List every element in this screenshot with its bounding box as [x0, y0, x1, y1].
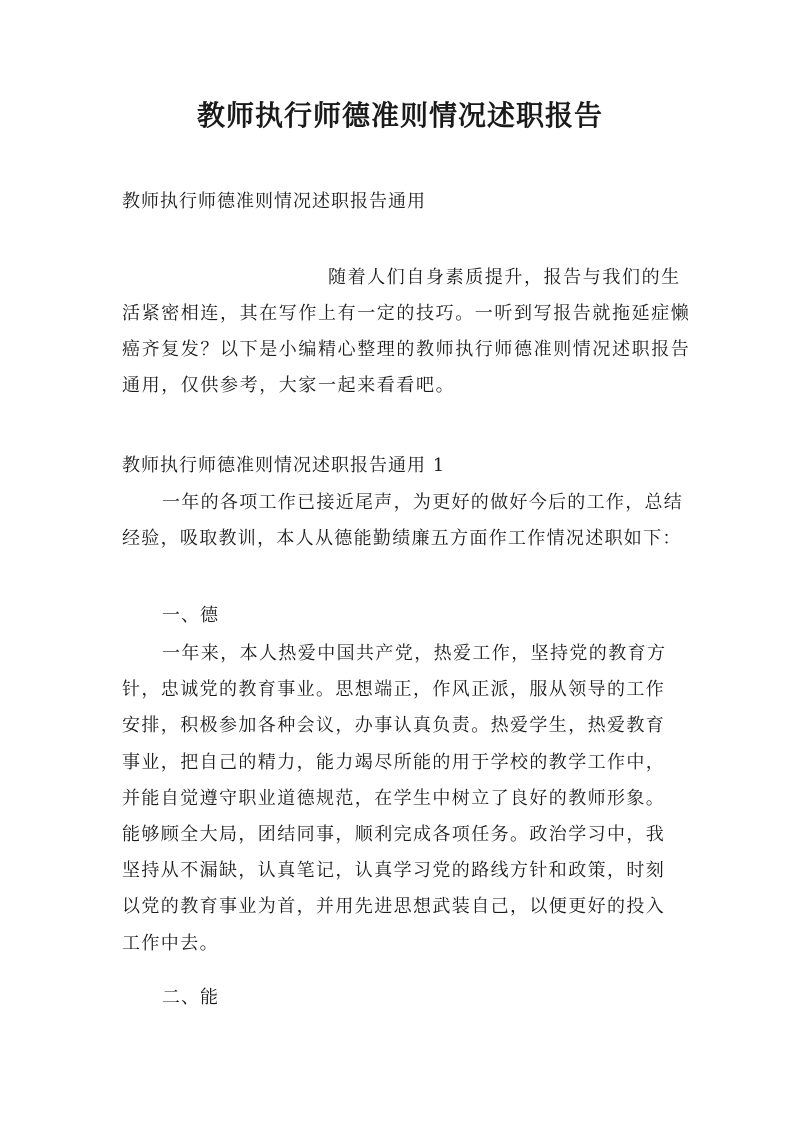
- subheading-de: 一、德: [162, 605, 219, 626]
- document-title: 教师执行师德准则情况述职报告: [196, 99, 603, 132]
- intro-paragraph: 随着人们自身素质提升，报告与我们的生活紧密相连，其在写作上有一定的技巧。一听到写报告就拖延症懒癌齐复发？以下是小编精心整理的教师执行师德准则情况述职报告通用，仅供参考，大家一起来看看吧。: [122, 267, 691, 396]
- section-paragraph-overview: 一年的各项工作已接近尾声，为更好的做好今后的工作，总结经验，吸取教训，本人从德能勤绩廉五方面作工作情况述职如下：: [122, 492, 684, 549]
- subheading-neng: 二、能: [162, 987, 219, 1008]
- paragraph-de: 一年来，本人热爱中国共产党，热爱工作，坚持党的教育方针，忠诚党的教育事业。思想端正，作风正派，服从领导的工作安排，积极参加各种会议，办事认真负责。热爱学生，热爱教育事业，把自己的精力，能力竭尽所能的用于学校的教学工作中，并能自觉遵守职业道德规范，在学生中树立了良好的教师形象。能够顾全大局，团结同事，顺利完成各项任务。政治学习中，我坚持从不漏缺，认真笔记，认真学习党的路线方针和政策，时刻以党的教育事业为首，并用先进思想武装自己，以便更好的投入工作中去。: [122, 643, 667, 954]
- document-subtitle: 教师执行师德准则情况述职报告通用: [122, 191, 426, 212]
- section-heading: 教师执行师德准则情况述职报告通用 1: [122, 455, 446, 476]
